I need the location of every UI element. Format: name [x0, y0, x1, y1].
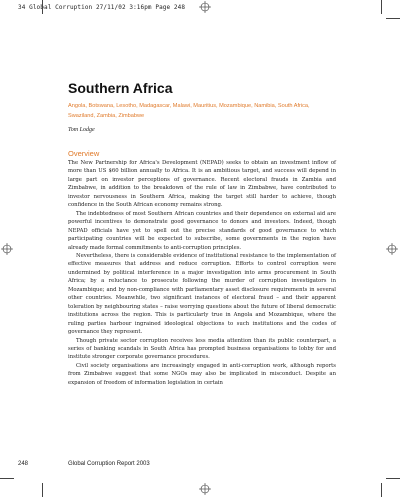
crop-mark-bottom-right-vertical	[381, 483, 382, 497]
chapter-title: Southern Africa	[68, 80, 173, 96]
author-name: Tom Lodge	[68, 127, 95, 133]
registration-mark-top-icon	[199, 1, 211, 13]
paragraph: Nevertheless, there is considerable evidence of institutional resistance to the implementation of effective measures that address and reduce corruption. Efforts to control corruption were undermined by political interference in a major investigation into arms procurement in South Africa; by a reluctance to prosecute following the murder of corruption investigators in Mozambique; and by non-compliance with parliamentary asset disclosure requirements in several other countries. Meanwhile, two significant instances of electoral fraud – and their apparent toleration by neighbouring states – raise worrying questions about the future of liberal democratic institutions across the region. This is particularly true in Angola and Mozambique, where the ruling parties harbour ingrained ideological objections to such institutions and the codes of governance they represent.	[68, 252, 336, 336]
print-slug: 34 Global Corruption 27/11/02 3:16pm Page 248	[18, 4, 186, 11]
crop-mark-bottom-left-vertical	[42, 483, 43, 497]
crop-mark-top-left-vertical	[42, 0, 43, 14]
page-number: 248	[18, 461, 29, 467]
paragraph: Though private sector corruption receives less media attention than its public counterpart, a series of banking scandals in South Africa has prompted business organisations to lobby for and institute stronger corporate governance procedures.	[68, 337, 336, 361]
paragraph: The indebtedness of most Southern African countries and their dependence on external aid are powerful incentives to demonstrate good governance to donors and investors. Indeed, though NEPAD officials have yet to spell out the precise standards of good governance to which participating countries will be expected to subscribe, some governments in the region have already made formal commitments to anti-corruption principles.	[68, 210, 336, 251]
running-footer-title: Global Corruption Report 2003	[68, 461, 150, 467]
paragraph: The New Partnership for Africa's Development (NEPAD) seeks to obtain an investment inflow of more than US $60 billion annually to Africa. It is an ambitious target, and success will depend in large part on investor perceptions of governance. Recent electoral frauds in Zambia and Zimbabwe, in addition to the breakdown of the rule of law in Zimbabwe, have contributed to investor nervousness in Southern Africa, making the target still harder to achieve, though confidence in the South African economy remains strong.	[68, 160, 336, 209]
registration-mark-right-icon	[386, 243, 398, 255]
body-text	[68, 159, 336, 387]
section-heading: Overview	[68, 149, 100, 158]
registration-mark-bottom-icon	[199, 483, 211, 495]
registration-mark-left-icon	[1, 243, 13, 255]
paragraph: Civil society organisations are increasingly engaged in anti-corruption work, although reports from Zimbabwe suggest that some NGOs may also be implicated in misconduct. Despite an expansion of freedom of information legislation in certain	[68, 362, 336, 386]
country-list: Angola, Botswana, Lesotho, Madagascar, Malawi, Mauritius, Mozambique, Namibia, South Africa, Swaziland, Zambia, Zimbabwe	[68, 103, 310, 119]
crop-mark-right-horizontal	[386, 18, 400, 19]
crop-mark-bottom-right-horizontal	[386, 478, 400, 479]
crop-mark-bottom-left-horizontal	[0, 478, 14, 479]
crop-mark-top-right-vertical	[381, 0, 382, 14]
